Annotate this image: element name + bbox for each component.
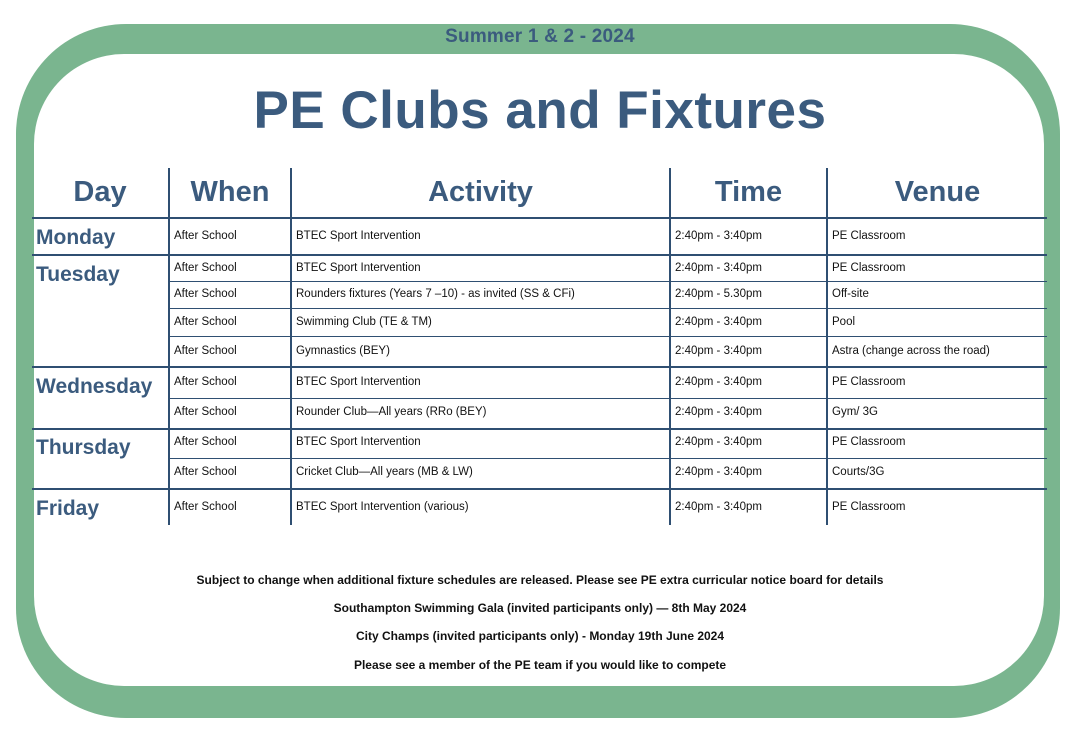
column-divider xyxy=(168,168,170,525)
venue-cell: PE Classroom xyxy=(832,436,906,448)
row-divider xyxy=(168,281,1047,282)
when-cell: After School xyxy=(174,501,237,513)
venue-cell: Gym/ 3G xyxy=(832,406,879,418)
activity-cell: BTEC Sport Intervention xyxy=(296,230,421,242)
time-cell: 2:40pm - 3:40pm xyxy=(675,376,762,388)
column-divider xyxy=(826,168,828,525)
time-cell: 2:40pm - 3:40pm xyxy=(675,501,762,513)
time-cell: 2:40pm - 3:40pm xyxy=(675,316,762,328)
note-swimming-gala: Southampton Swimming Gala (invited participants only) — 8th May 2024 xyxy=(333,601,747,615)
activity-cell: Rounders fixtures (Years 7 –10) - as invited (SS & CFi) xyxy=(296,288,575,300)
day-divider xyxy=(32,254,1047,256)
day-label-monday: Monday xyxy=(36,226,116,249)
activity-cell: BTEC Sport Intervention xyxy=(296,376,421,388)
activity-cell: Gymnastics (BEY) xyxy=(296,345,390,357)
venue-cell: Courts/3G xyxy=(832,466,885,478)
when-cell: After School xyxy=(174,345,237,357)
column-header-activity: Activity xyxy=(428,176,533,208)
note-contact-pe-team: Please see a member of the PE team if you would like to compete xyxy=(353,658,727,672)
when-cell: After School xyxy=(174,376,237,388)
row-divider xyxy=(168,336,1047,337)
activity-cell: BTEC Sport Intervention xyxy=(296,436,421,448)
time-cell: 2:40pm - 3:40pm xyxy=(675,230,762,242)
time-cell: 2:40pm - 3:40pm xyxy=(675,436,762,448)
when-cell: After School xyxy=(174,316,237,328)
time-cell: 2:40pm - 5.30pm xyxy=(675,288,762,300)
venue-cell: Pool xyxy=(832,316,856,328)
row-divider xyxy=(168,308,1047,309)
day-divider xyxy=(32,488,1047,490)
activity-cell: BTEC Sport Intervention (various) xyxy=(296,501,469,513)
season-label: Summer 1 & 2 - 2024 xyxy=(445,26,635,47)
when-cell: After School xyxy=(174,230,237,242)
venue-cell: PE Classroom xyxy=(832,230,906,242)
day-label-thursday: Thursday xyxy=(36,436,131,459)
venue-cell: PE Classroom xyxy=(832,501,906,513)
note-city-champs: City Champs (invited participants only) - Monday 19th June 2024 xyxy=(355,629,725,643)
when-cell: After School xyxy=(174,436,237,448)
day-label-friday: Friday xyxy=(36,497,100,520)
row-divider xyxy=(168,398,1047,399)
venue-cell: Off-site xyxy=(832,288,869,300)
activity-cell: BTEC Sport Intervention xyxy=(296,262,421,274)
header-divider xyxy=(32,217,1047,219)
time-cell: 2:40pm - 3:40pm xyxy=(675,262,762,274)
venue-cell: PE Classroom xyxy=(832,376,906,388)
time-cell: 2:40pm - 3:40pm xyxy=(675,406,762,418)
page-title: PE Clubs and Fixtures xyxy=(253,81,827,140)
day-divider xyxy=(32,366,1047,368)
poster-panel xyxy=(34,54,1044,686)
note-schedule-change: Subject to change when additional fixture schedules are released. Please see PE extra curricular notice board for details xyxy=(196,573,884,587)
day-divider xyxy=(32,428,1047,430)
day-label-tuesday: Tuesday xyxy=(36,263,120,286)
time-cell: 2:40pm - 3:40pm xyxy=(675,466,762,478)
column-header-time: Time xyxy=(714,176,783,208)
column-divider xyxy=(669,168,671,525)
when-cell: After School xyxy=(174,262,237,274)
time-cell: 2:40pm - 3:40pm xyxy=(675,345,762,357)
column-header-when: When xyxy=(190,176,270,208)
column-header-venue: Venue xyxy=(894,176,981,208)
row-divider xyxy=(168,458,1047,459)
activity-cell: Rounder Club—All years (RRo (BEY) xyxy=(296,406,487,418)
when-cell: After School xyxy=(174,288,237,300)
when-cell: After School xyxy=(174,406,237,418)
column-divider xyxy=(290,168,292,525)
venue-cell: Astra (change across the road) xyxy=(832,345,990,357)
day-label-wednesday: Wednesday xyxy=(36,375,153,398)
column-header-day: Day xyxy=(73,176,127,208)
activity-cell: Swimming Club (TE & TM) xyxy=(296,316,432,328)
when-cell: After School xyxy=(174,466,237,478)
activity-cell: Cricket Club—All years (MB & LW) xyxy=(296,466,473,478)
venue-cell: PE Classroom xyxy=(832,262,906,274)
